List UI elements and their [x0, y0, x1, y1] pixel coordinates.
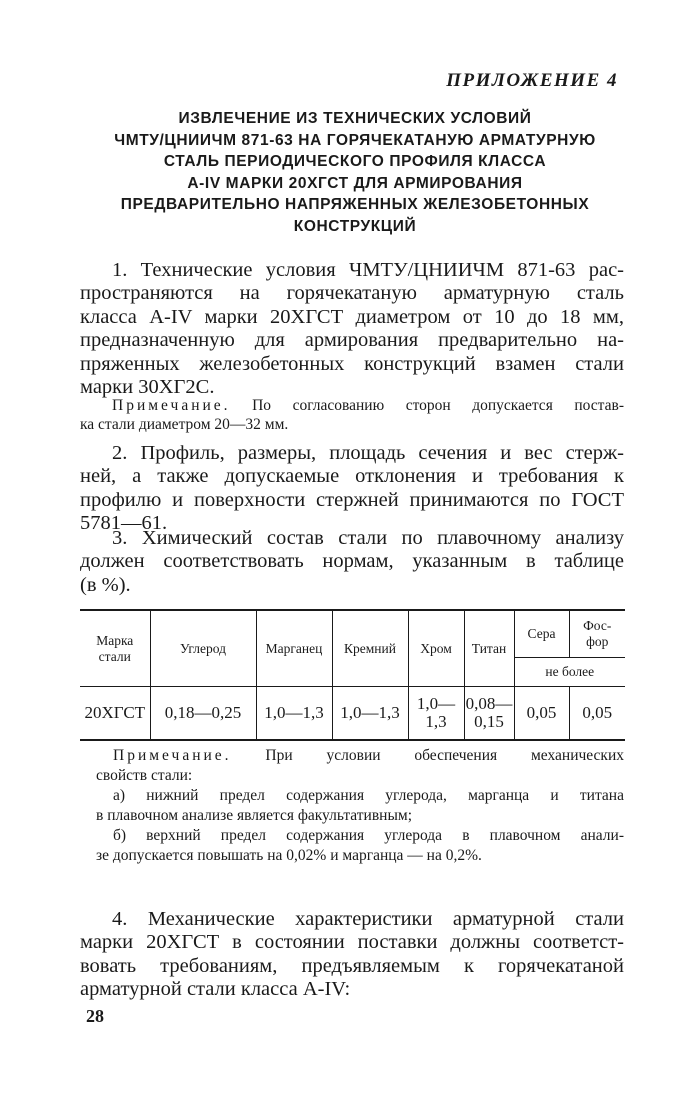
paragraph-4	[80, 908, 624, 1002]
header-grade: Марка стали	[80, 610, 150, 687]
table-header-row	[80, 610, 625, 658]
header-sulfur: Сера	[514, 610, 569, 658]
text-line: должен соответствовать нормам, указанным в таблице	[80, 550, 624, 573]
note-line: б) верхний предел содержания углерода в плавочном анали-	[113, 827, 624, 844]
text-line: 2. Профиль, размеры, площадь сечения и вес стерж-	[112, 442, 624, 464]
appendix-label: ПРИЛОЖЕНИЕ 4	[446, 70, 618, 91]
text-line: (в %).	[80, 573, 131, 596]
text-line: 3. Химический состав стали по плавочному анализу	[112, 527, 624, 549]
note-1	[80, 396, 624, 434]
text-line: пряженных железобетонных конструкций взамен стали	[80, 352, 624, 375]
cell-carbon: 0,18—0,25	[150, 687, 256, 741]
document-title	[70, 108, 640, 238]
note-line: в плавочном анализе является факультативным;	[96, 807, 412, 824]
note-text: По согласованию сторон допускается постав-	[252, 397, 624, 414]
text-line: вовать требованиям, предъявляемым к горячекатаной	[80, 954, 624, 977]
header-chromium: Хром	[408, 610, 464, 687]
cell-titanium-line2: 0,15	[474, 712, 504, 731]
text-line: класса А-IV марки 20ХГСТ диаметром от 10 до 18 мм,	[80, 305, 624, 328]
note-line	[96, 746, 624, 766]
paragraph-3	[80, 527, 624, 597]
cell-sulfur: 0,05	[514, 687, 569, 741]
note-2	[96, 746, 624, 866]
note-line: зе допускается повышать на 0,02% и марганца — на 0,2%.	[96, 847, 482, 864]
header-manganese: Марганец	[256, 610, 332, 687]
header-carbon: Углерод	[150, 610, 256, 687]
text-line: профилю и поверхности стержней принимаются по ГОСТ	[80, 488, 624, 511]
header-silicon: Кремний	[332, 610, 408, 687]
cell-grade: 20ХГСТ	[80, 687, 150, 741]
header-phosphorus: Фос-фор	[569, 610, 625, 658]
table-row	[80, 687, 625, 741]
cell-chromium-line2: 1,3	[425, 712, 447, 731]
note-text: При условии обеспечения механических	[265, 747, 625, 764]
note-line: а) нижний предел содержания углерода, марганца и титана	[113, 787, 624, 804]
paragraph-2	[80, 442, 624, 536]
header-max-note: не более	[514, 658, 625, 687]
title-line: СТАЛЬ ПЕРИОДИЧЕСКОГО ПРОФИЛЯ КЛАССА	[163, 153, 547, 171]
title-line: ИЗВЛЕЧЕНИЕ ИЗ ТЕХНИЧЕСКИХ УСЛОВИЙ	[178, 110, 532, 127]
cell-manganese: 1,0—1,3	[256, 687, 332, 741]
text-line: 4. Механические характеристики арматурной стали	[112, 908, 624, 930]
text-line: пространяются на горячекатаную арматурную сталь	[80, 282, 624, 305]
cell-silicon: 1,0—1,3	[332, 687, 408, 741]
title-line: ПРЕДВАРИТЕЛЬНО НАПРЯЖЕННЫХ ЖЕЛЕЗОБЕТОННЫХ	[120, 196, 590, 214]
title-line: А-IV МАРКИ 20ХГСТ ДЛЯ АРМИРОВАНИЯ	[187, 174, 523, 192]
cell-titanium	[464, 687, 514, 741]
cell-titanium-line1: 0,08—	[465, 694, 513, 713]
text-line: ней, а также допускаемые отклонения и требования к	[80, 465, 624, 488]
text-line: марки 20ХГСТ в состоянии поставки должны соответст-	[80, 931, 624, 954]
note-line: свойств стали:	[96, 767, 193, 784]
text-line: 1. Технические условия ЧМТУ/ЦНИИЧМ 871-63 рас-	[112, 259, 624, 281]
text-line: марки 30ХГ2С.	[80, 375, 215, 398]
note-label: Примечание.	[113, 747, 232, 764]
text-line: 5781—61.	[80, 512, 168, 535]
cell-chromium-line1: 1,0—	[416, 694, 456, 713]
text-line: предназначенную для армирования предварительно на-	[80, 329, 624, 352]
title-line: КОНСТРУКЦИЙ	[293, 217, 417, 235]
text-line: арматурной стали класса А-IV:	[80, 978, 351, 1001]
cell-chromium	[408, 687, 464, 741]
chemical-composition-table	[80, 609, 625, 741]
page-number: 28	[86, 1006, 104, 1026]
title-line: ЧМТУ/ЦНИИЧМ 871-63 НА ГОРЯЧЕКАТАНУЮ АРМАТУРНУЮ	[114, 131, 596, 149]
header-titanium: Титан	[464, 610, 514, 687]
note-line	[80, 396, 624, 415]
paragraph-1	[80, 259, 624, 399]
note-line: ка стали диаметром 20—32 мм.	[80, 416, 289, 433]
note-label: Примечание.	[112, 397, 231, 414]
cell-phosphorus: 0,05	[569, 687, 625, 741]
